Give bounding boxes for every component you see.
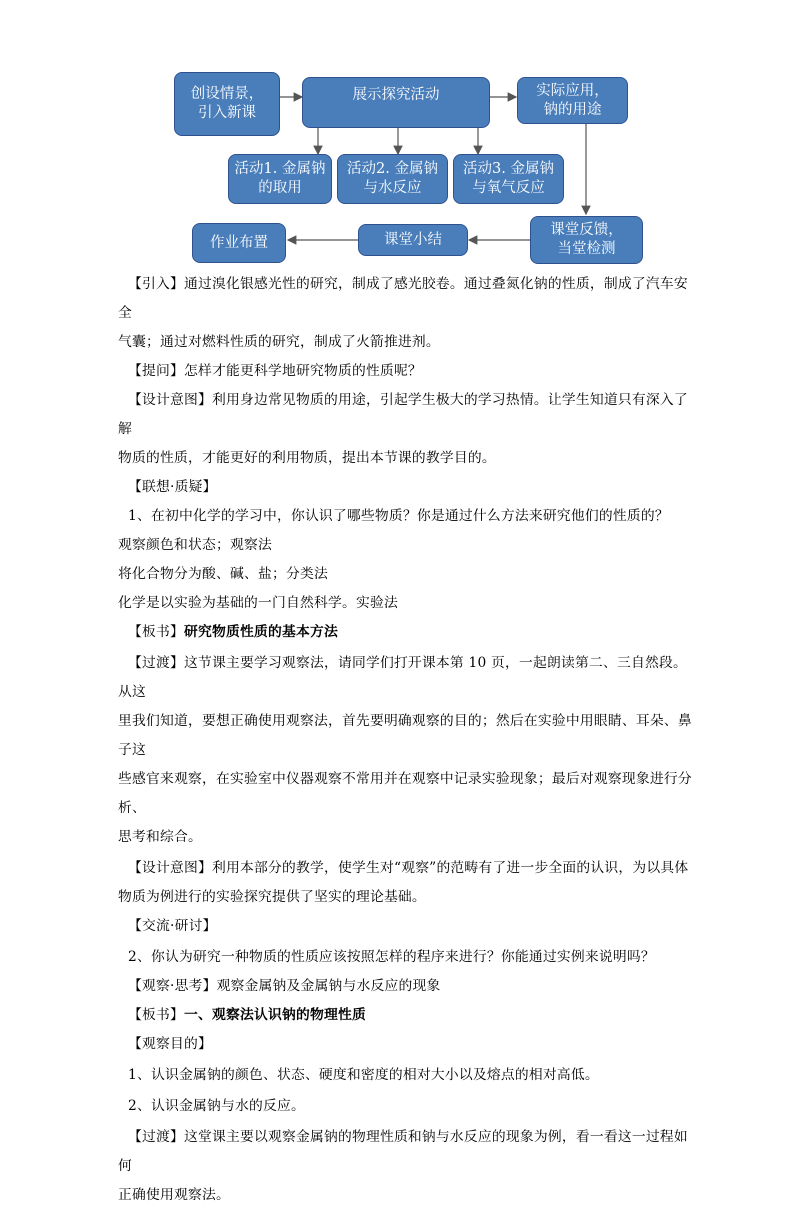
lesson-text: [118, 270, 698, 1210]
feedback-box: 课堂反馈， 当堂检测: [530, 216, 643, 264]
paragraph-transition-1-cont-c: 思考和综合。: [118, 829, 202, 845]
main-activity-box: 展示探究活动: [302, 77, 490, 128]
answer-classification: 将化合物分为酸、碱、盐；分类法: [118, 566, 328, 582]
activity2-box: 活动2. 金属钠 与水反应: [337, 154, 448, 204]
paragraph-transition-2-cont: 正确使用观察法。: [118, 1187, 230, 1203]
paragraph-intro-cont: 气囊；通过对燃料性质的研究，制成了火箭推进剂。: [118, 334, 440, 350]
paragraph-intro: 【引入】通过溴化银感光性的研究，制成了感光胶卷。通过叠氮化钠的性质，制成了汽车安全: [118, 276, 688, 321]
board-tag: 【板书】: [128, 624, 184, 640]
intro-box: 创设情景， 引入新课: [174, 72, 280, 136]
lesson-flowchart: [0, 0, 794, 270]
board-note-2: [118, 1001, 698, 1030]
paragraph-design-intent-1-cont: 物质的性质，才能更好的利用物质，提出本节课的教学目的。: [118, 450, 496, 466]
answer-experiment: 化学是以实验为基础的一门自然科学。实验法: [118, 595, 398, 611]
board-tag: 【板书】: [128, 1007, 184, 1023]
board-note-1: [118, 618, 698, 647]
homework-box: 作业布置: [192, 223, 286, 263]
paragraph-transition-1-cont-a: 里我们知道，要想正确使用观察法，首先要明确观察的目的；然后在实验中用眼睛、耳朵、鼻子这: [118, 713, 692, 758]
board-title-1: 研究物质性质的基本方法: [184, 624, 338, 640]
paragraph-transition-1: 【过渡】这节课主要学习观察法，请同学们打开课本第 10 页，一起朗读第二、三自然段。从这: [118, 655, 688, 700]
heading-observation-goal: 【观察目的】: [128, 1036, 212, 1052]
question-2: 2、你认为研究一种物质的性质应该按照怎样的程序来进行？你能通过实例来说明吗？: [128, 949, 655, 965]
paragraph-design-intent-1: 【设计意图】利用身边常见物质的用途，引起学生极大的学习热情。让学生知道只有深入了解: [118, 392, 688, 437]
activity3-box: 活动3. 金属钠 与氧气反应: [453, 154, 564, 204]
answer-observation: 观察颜色和状态；观察法: [118, 537, 272, 553]
paragraph-design-intent-2: 【设计意图】利用本部分的教学，使学生对“观察”的范畴有了进一步全面的认识，为以具体: [128, 860, 689, 876]
paragraph-observe-think: 【观察·思考】观察金属钠及金属钠与水反应的现象: [128, 978, 441, 994]
paragraph-design-intent-2-cont: 物质为例进行的实验探究提供了坚实的理论基础。: [118, 889, 426, 905]
question-1: 1、在初中化学的学习中，你认识了哪些物质？你是通过什么方法来研究他们的性质的？: [128, 508, 669, 524]
summary-box: 课堂小结: [358, 224, 468, 256]
board-title-2: 一、观察法认识钠的物理性质: [184, 1007, 366, 1023]
heading-association: 【联想·质疑】: [128, 479, 217, 495]
goal-2: 2、认识金属钠与水的反应。: [128, 1098, 305, 1114]
heading-discussion: 【交流·研讨】: [128, 918, 217, 934]
goal-1: 1、认识金属钠的颜色、状态、硬度和密度的相对大小以及熔点的相对高低。: [128, 1067, 599, 1083]
paragraph-transition-2: 【过渡】这堂课主要以观察金属钠的物理性质和钠与水反应的现象为例，看一看这一过程如何: [118, 1129, 688, 1174]
paragraph-question: 【提问】怎样才能更科学地研究物质的性质呢？: [128, 363, 422, 379]
apply-box: 实际应用， 钠的用途: [517, 77, 628, 124]
paragraph-transition-1-cont-b: 些感官来观察，在实验室中仪器观察不常用并在观察中记录实验现象；最后对观察现象进行分析、: [118, 771, 692, 816]
activity1-box: 活动1. 金属钠 的取用: [228, 154, 332, 204]
